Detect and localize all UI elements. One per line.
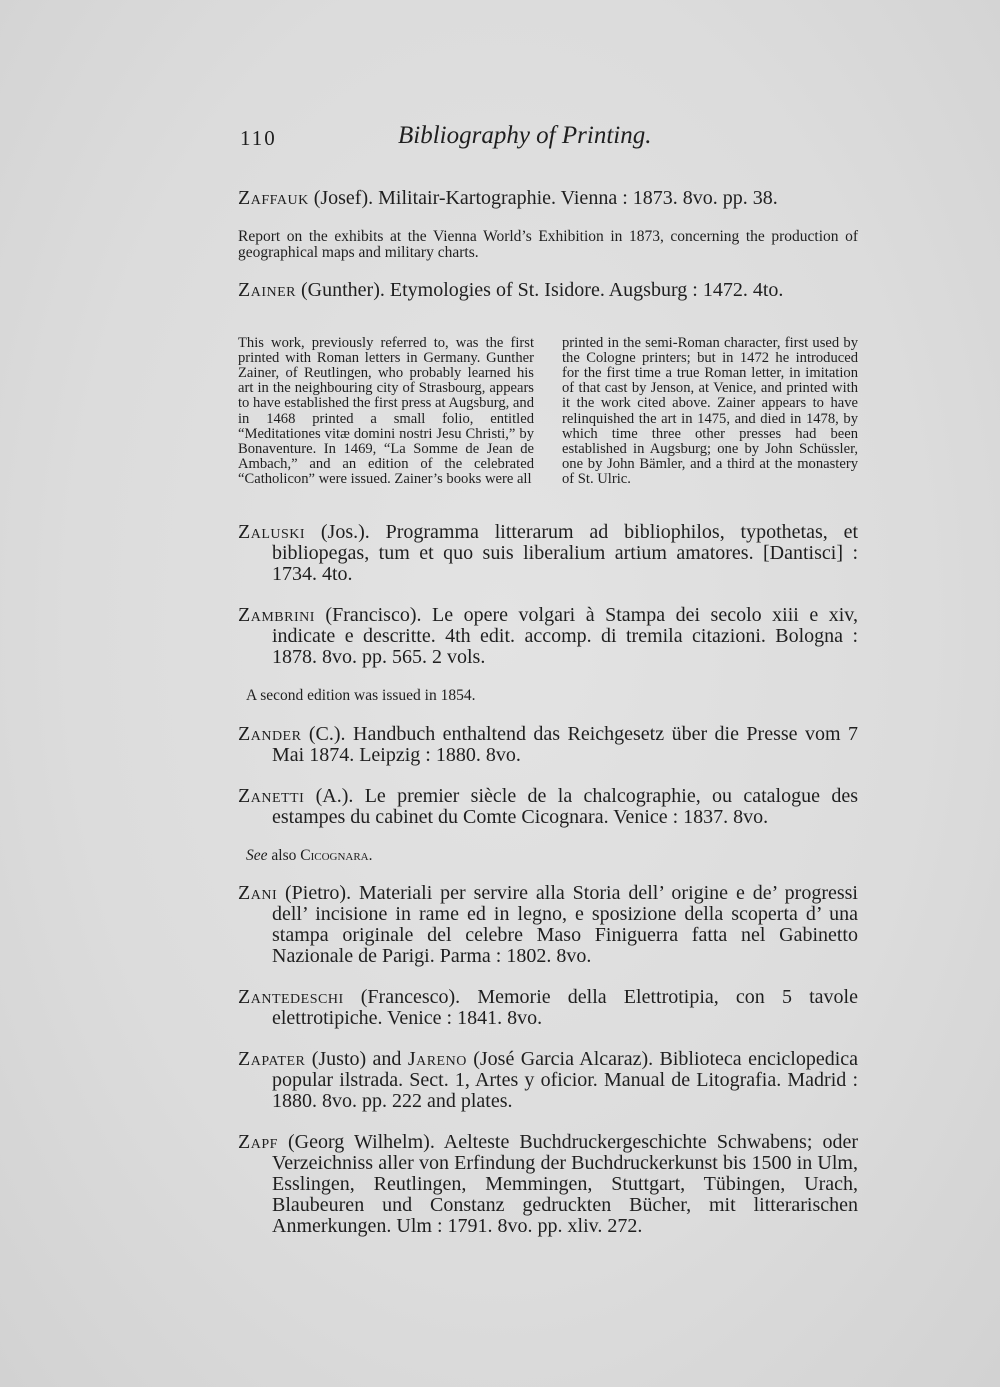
author-name: Zander <box>238 722 302 745</box>
entry-citation-part: (Justo) and <box>305 1048 408 1071</box>
entry-zantedeschi <box>238 987 858 1029</box>
author-name: Zaffauk <box>238 187 309 209</box>
running-head <box>240 122 680 158</box>
entry-heading <box>238 605 858 668</box>
entry-note-columns <box>238 321 858 502</box>
author-name: Zapf <box>238 1131 278 1154</box>
bibliography-entries <box>238 168 858 1257</box>
entry-heading <box>238 280 858 301</box>
entry-citation: (Jos.). Programma litterarum ad bibliophilos, typothetas, et bibliopegas, tum et quo suis liberalium artium amatores. [Dantisci] : 1734. 4to. <box>272 521 858 586</box>
see-connector: also <box>267 846 301 864</box>
entry-heading <box>238 883 858 967</box>
entry-zander <box>238 724 858 766</box>
entry-citation: (José Garcia Alcaraz). Biblioteca enciclopedica popular ilstrada. Sect. 1, Artes y oficior. Manual de Litografia. Madrid : 1880. 8vo. pp. 222 and plates. <box>272 1048 858 1113</box>
entry-citation: (Francesco). Memorie della Elettrotipia, con 5 tavole elettrotipiche. Venice : 1841. 8vo. <box>272 986 858 1030</box>
entry-zani <box>238 883 858 967</box>
page-number: 110 <box>240 126 277 150</box>
entry-note-left-column: This work, previously referred to, was the first printed with Roman letters in Germany. Gunther Zainer, of Reutlingen, who probably learned his art in the neighbouring city of Strasbourg, appears to have established the first press at Augsburg, and in 1468 printed a small folio, entitled “Meditationes vitæ domini nostri Jesu Christi,” by Bonaventure. In 1469, “La Somme de Jean de Ambach,” and an edition of the celebrated “Catholicon” were issued. Zainer’s books were all <box>238 334 535 488</box>
entry-note: A second edition was issued in 1854. <box>246 687 476 705</box>
entry-heading <box>238 724 858 766</box>
entry-citation: (Pietro). Materiali per servire alla Storia dell’ origine e de’ progressi dell’ incisione in rame ed in legno, e sposizione della scoperta d’ una stampa originale del celebre Maso Finiguerra fatta nel Gabinetto Nazionale de Parigi. Parma : 1802. 8vo. <box>272 882 858 968</box>
entry-heading <box>238 522 858 585</box>
entry-citation: (Francisco). Le opere volgari à Stampa dei secolo xiii e xiv, indicate e descritte. 4th edit. accomp. di tremila citazioni. Bologna : 1878. 8vo. pp. 565. 2 vols. <box>272 604 858 669</box>
author-name: Zapater <box>238 1048 306 1071</box>
entry-zanetti <box>238 786 858 864</box>
entry-zaluski <box>238 522 858 585</box>
author-name: Zantedeschi <box>238 986 344 1009</box>
see-reference: Cicognara. <box>300 846 373 864</box>
author-name: Zambrini <box>238 604 315 627</box>
author-name: Zainer <box>238 279 296 301</box>
see-label: See <box>246 846 268 864</box>
entry-heading <box>238 188 858 209</box>
entry-citation: (C.). Handbuch enthaltend das Reichgesetz über die Presse vom 7 Mai 1874. Leipzig : 1880. 8vo. <box>272 722 858 766</box>
entry-citation: (Gunther). Etymologies of St. Isidore. Augsburg : 1472. 4to. <box>296 279 784 301</box>
see-also-note <box>238 848 858 864</box>
co-author-name: Jareno <box>407 1048 467 1071</box>
entry-citation: (Georg Wilhelm). Aelteste Buchdruckergeschichte Schwabens; oder Verzeichniss aller von Erfindung der Buchdruckerkunst bis 1500 in Ulm, Esslingen, Reutlingen, Memmingen, Stuttgart, Tübingen, Urach, Blaubeuren und Constanz gedruckten Bücher, mit litterarischen Anmerkungen. Ulm : 1791. 8vo. pp. xliv. 272. <box>272 1131 858 1238</box>
entry-zainer <box>238 280 858 502</box>
entry-citation: (Josef). Militair-Kartographie. Vienna : 1873. 8vo. pp. 38. <box>308 187 778 209</box>
entry-citation: (A.). Le premier siècle de la chalcographie, ou catalogue des estampes du cabinet du Comte Cicognara. Venice : 1837. 8vo. <box>272 784 858 828</box>
entry-heading <box>238 987 858 1029</box>
entry-heading <box>238 1132 858 1237</box>
entry-note-right-column: printed in the semi-Roman character, first used by the Cologne printers; but in 1472 he introduced for the first time a true Roman letter, in imitation of that cast by Jenson, at Venice, and printed with it the work cited above. Zainer appears to have relinquished the art in 1475, and died in 1478, by which time three other presses had been established in Augsburg; one by John Schüssler, one by John Bämler, and a third at the monastery of St. Ulric. <box>562 334 858 488</box>
entry-zaffauk <box>238 188 858 260</box>
author-name: Zanetti <box>238 784 305 807</box>
entry-zambrini <box>238 605 858 704</box>
entry-note: Report on the exhibits at the Vienna World’s Exhibition in 1873, concerning the production of geographical maps and military charts. <box>238 228 858 261</box>
entry-heading <box>238 786 858 828</box>
entry-zapf <box>238 1132 858 1237</box>
author-name: Zani <box>238 882 278 905</box>
author-name: Zaluski <box>238 521 306 544</box>
entry-zapater <box>238 1049 858 1112</box>
entry-heading <box>238 1049 858 1112</box>
running-title: Bibliography of Printing. <box>398 122 652 149</box>
